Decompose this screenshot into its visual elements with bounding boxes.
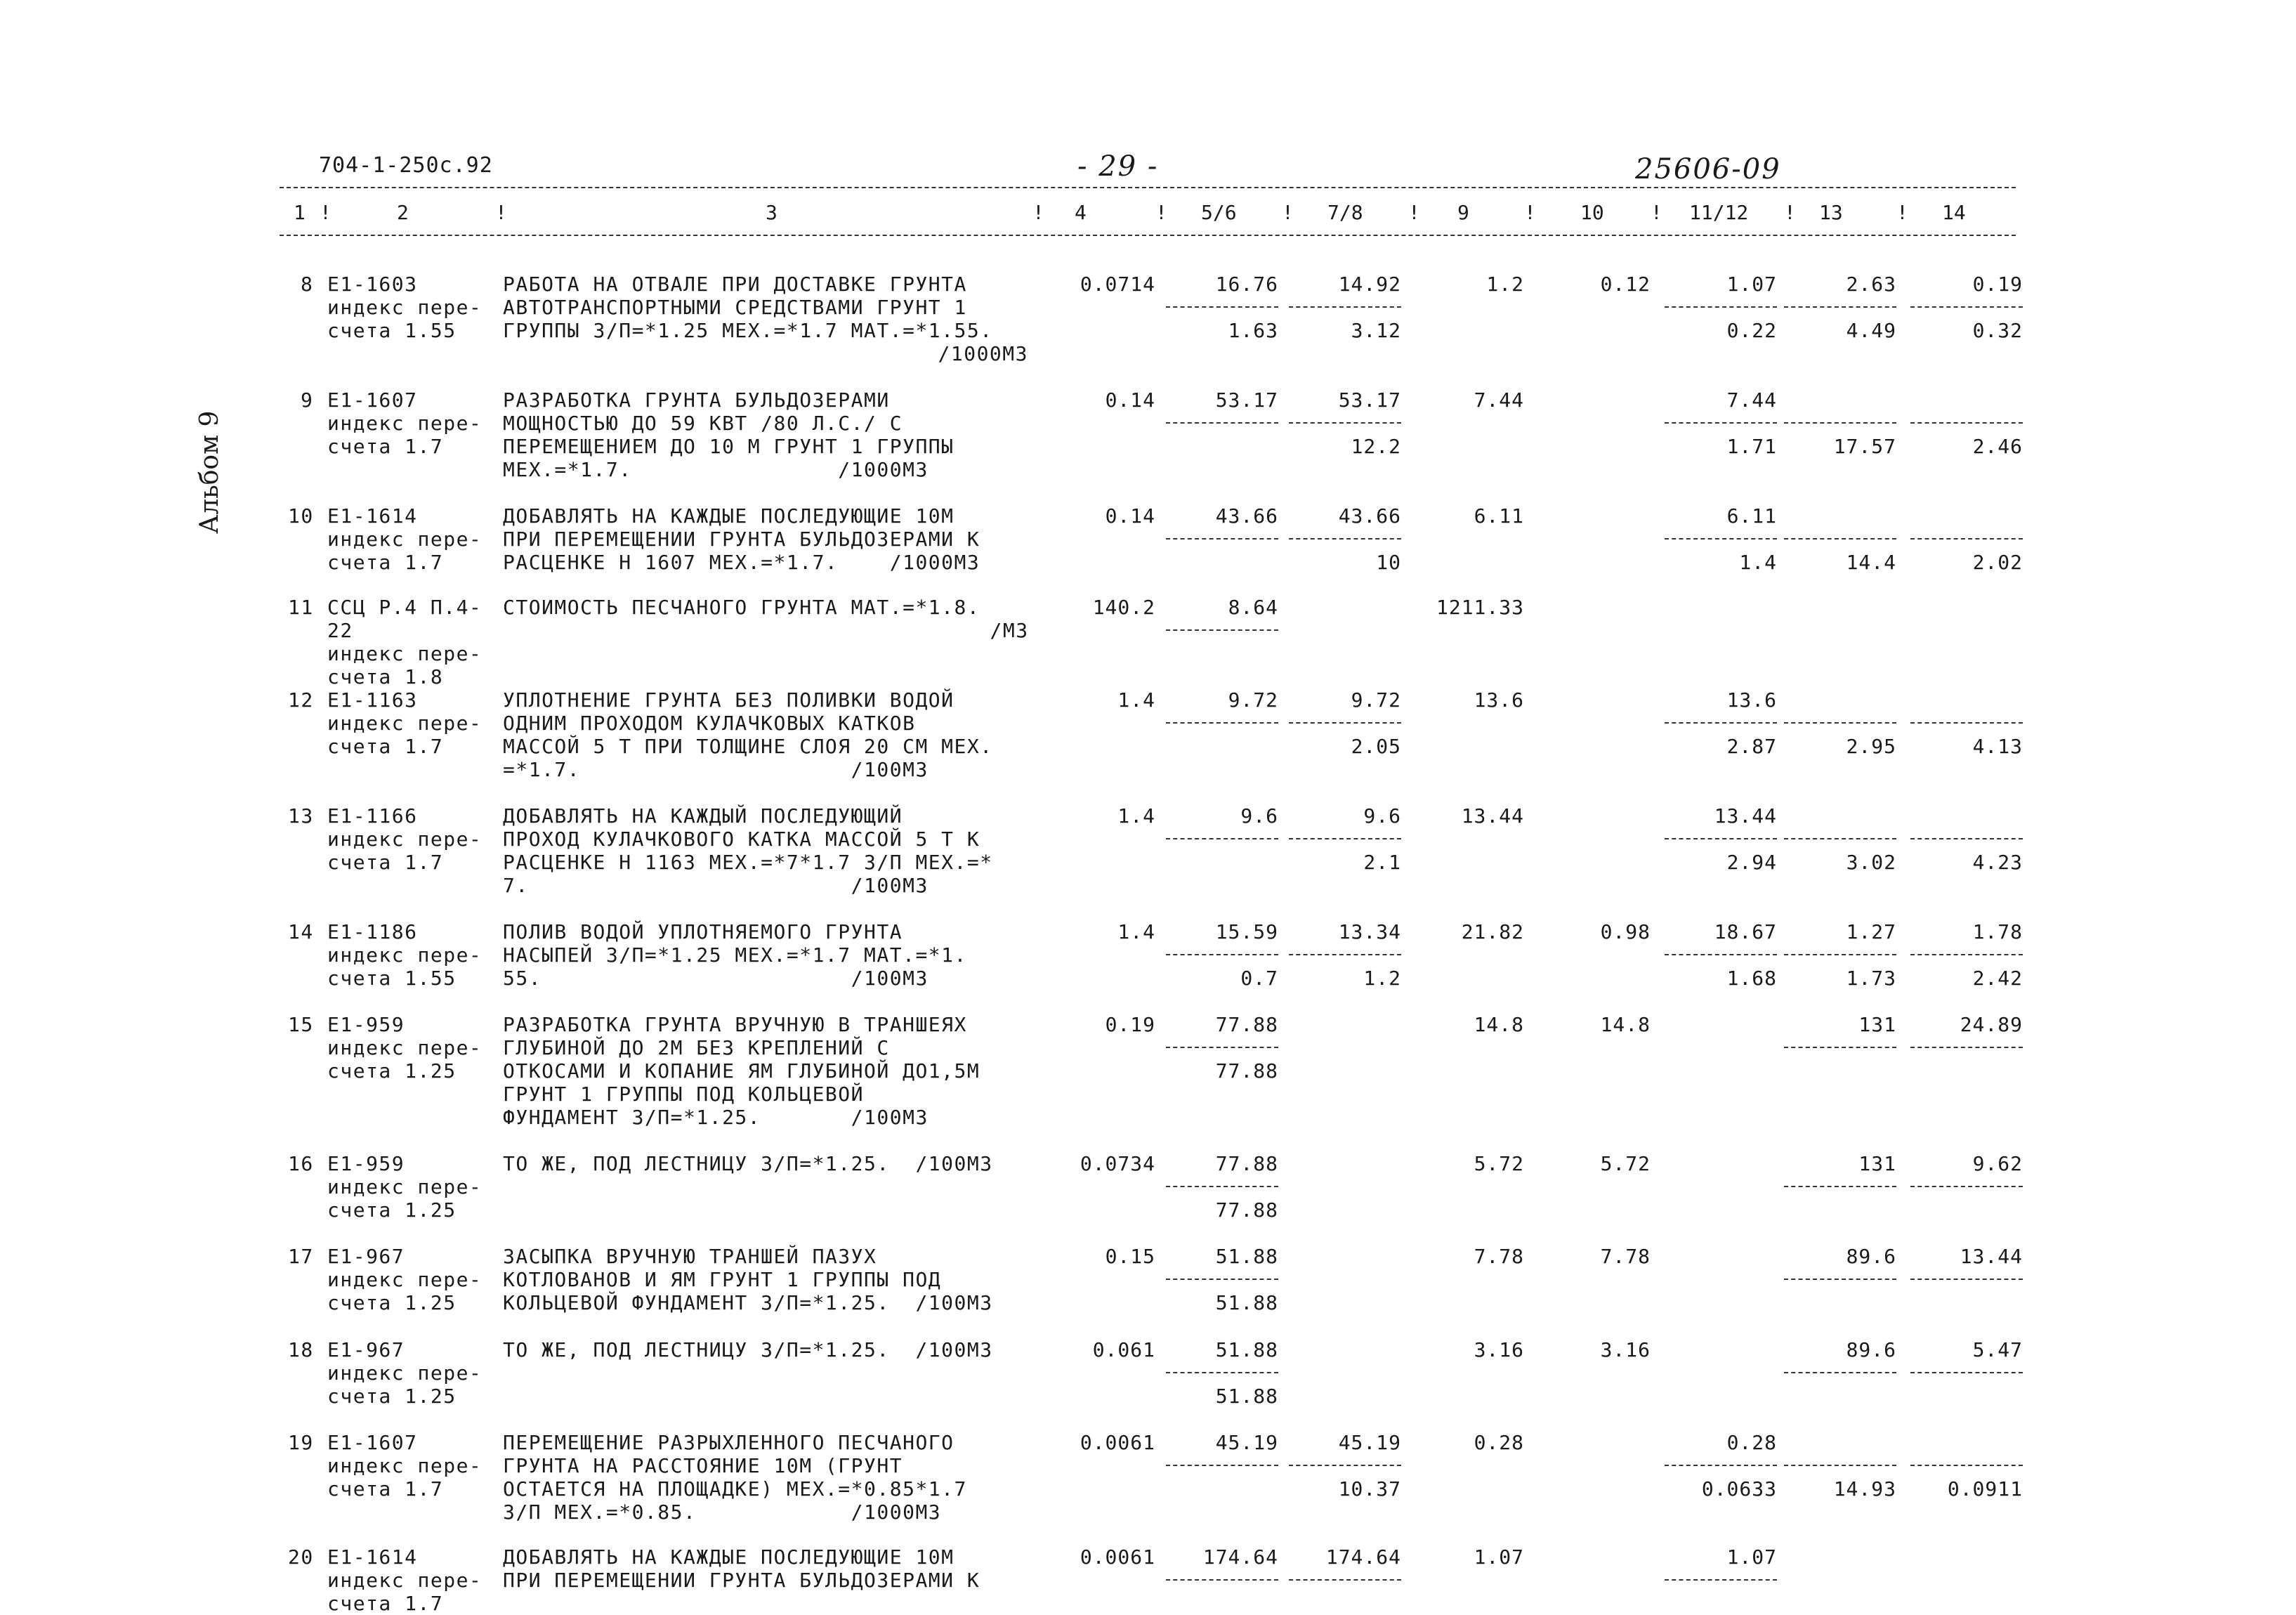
row-number: 20 <box>288 1545 314 1569</box>
value-c14-bottom: 4.13 <box>1972 735 2023 758</box>
row-number: 19 <box>288 1431 314 1454</box>
fraction-divider <box>1784 538 1896 540</box>
description-line: ТО ЖЕ, ПОД ЛЕСТНИЦУ З/П=*1.25. /100М3 <box>503 1338 993 1361</box>
fraction-divider <box>1784 722 1896 724</box>
fraction-divider <box>1665 1465 1777 1466</box>
index-note: индекс пере- <box>327 1268 483 1291</box>
column-header-9: 11/12 <box>1689 201 1749 224</box>
fraction-divider <box>1910 1465 2023 1466</box>
description-line: ПРОХОД КУЛАЧКОВОГО КАТКА МАССОЙ 5 Т К <box>503 828 980 851</box>
row-number: 18 <box>288 1338 314 1361</box>
value-c56-top: 15.59 <box>1215 920 1278 943</box>
rate-code: Е1-967 <box>327 1245 405 1268</box>
fraction-divider <box>1784 838 1896 839</box>
rate-code: Е1-1163 <box>327 688 418 712</box>
fraction-divider <box>1289 838 1401 839</box>
value-c13-bottom: 1.73 <box>1846 967 1896 990</box>
description-line: ПЕРЕМЕЩЕНИЕМ ДО 10 М ГРУНТ 1 ГРУППЫ <box>503 435 955 458</box>
value-c4: 1.4 <box>1117 804 1155 828</box>
column-separator: ! <box>1408 201 1420 224</box>
index-note: счета 1.55 <box>327 319 457 342</box>
rate-code: Е1-959 <box>327 1152 405 1175</box>
value-c4: 0.0734 <box>1080 1152 1155 1175</box>
index-note: счета 1.25 <box>327 1059 457 1083</box>
value-c56-top: 77.88 <box>1215 1152 1278 1175</box>
row-number: 14 <box>288 920 314 943</box>
value-c9: 3.16 <box>1474 1338 1524 1361</box>
value-c9: 13.6 <box>1474 688 1524 712</box>
value-c4: 0.061 <box>1092 1338 1155 1361</box>
doc-code: 704-1-250с.92 <box>319 153 493 178</box>
column-separator: ! <box>1032 201 1044 224</box>
fraction-divider <box>1910 538 2023 540</box>
description-line: ОСТАЕТСЯ НА ПЛОЩАДКЕ) МЕХ.=*0.85*1.7 <box>503 1477 967 1500</box>
value-c56-top: 8.64 <box>1228 596 1278 619</box>
description-line: РАЗРАБОТКА ГРУНТА БУЛЬДОЗЕРАМИ <box>503 388 890 412</box>
column-header-10: 13 <box>1819 201 1843 224</box>
index-note: индекс пере- <box>327 412 483 435</box>
value-c9: 0.28 <box>1474 1431 1524 1454</box>
column-header-7: 9 <box>1457 201 1469 224</box>
value-c78-top: 174.64 <box>1325 1545 1401 1569</box>
value-c14-top: 9.62 <box>1972 1152 2023 1175</box>
value-c4: 1.4 <box>1117 920 1155 943</box>
value-c78-bottom: 10.37 <box>1338 1477 1401 1500</box>
index-note: индекс пере- <box>327 712 483 735</box>
description-line: 55. /100М3 <box>503 967 929 990</box>
value-c14-top: 13.44 <box>1960 1245 2023 1268</box>
value-c56-bottom: 0.7 <box>1240 967 1278 990</box>
fraction-divider <box>1665 954 1777 955</box>
value-c56-bottom: 51.88 <box>1215 1291 1278 1314</box>
value-c1112-bottom: 2.87 <box>1726 735 1777 758</box>
value-c78-bottom: 2.1 <box>1363 851 1401 874</box>
value-c78-top: 45.19 <box>1338 1431 1401 1454</box>
fraction-divider <box>1166 306 1278 308</box>
value-c10: 14.8 <box>1600 1013 1651 1036</box>
description-line: ГРУНТ 1 ГРУППЫ ПОД КОЛЬЦЕВОЙ <box>503 1083 865 1106</box>
value-c56-top: 43.66 <box>1215 504 1278 528</box>
value-c14-top: 24.89 <box>1960 1013 2023 1036</box>
value-c4: 0.0714 <box>1080 273 1155 296</box>
value-c56-bottom: 1.63 <box>1228 319 1278 342</box>
description-line: ДОБАВЛЯТЬ НА КАЖДЫЕ ПОСЛЕДУЮЩИЕ 10М <box>503 1545 955 1569</box>
fraction-divider <box>1784 1465 1896 1466</box>
description-line: ДОБАВЛЯТЬ НА КАЖДЫЙ ПОСЛЕДУЮЩИЙ <box>503 804 903 828</box>
description-line: ГРУНТА НА РАССТОЯНИЕ 10М (ГРУНТ <box>503 1454 903 1477</box>
value-c1112-top: 18.67 <box>1714 920 1777 943</box>
value-c13-top: 1.27 <box>1846 920 1896 943</box>
column-header-4: 4 <box>1075 201 1087 224</box>
value-c14-bottom: 0.32 <box>1972 319 2023 342</box>
value-c4: 0.15 <box>1105 1245 1155 1268</box>
description-line: ПРИ ПЕРЕМЕЩЕНИИ ГРУНТА БУЛЬДОЗЕРАМИ К <box>503 1569 980 1592</box>
header-rule-top <box>280 187 2016 188</box>
column-separator: ! <box>495 201 507 224</box>
value-c1112-bottom: 1.4 <box>1739 551 1777 574</box>
description-line: УПЛОТНЕНИЕ ГРУНТА БЕЗ ПОЛИВКИ ВОДОЙ <box>503 688 955 712</box>
value-c13-bottom: 4.49 <box>1846 319 1896 342</box>
fraction-divider <box>1910 306 2023 308</box>
value-c1112-top: 1.07 <box>1726 273 1777 296</box>
value-c10: 0.12 <box>1600 273 1651 296</box>
value-c4: 0.19 <box>1105 1013 1155 1036</box>
description-line: /1000М3 <box>938 342 1029 365</box>
value-c56-top: 9.6 <box>1240 804 1278 828</box>
fraction-divider <box>1784 422 1896 424</box>
sheet-number: 25606-09 <box>1635 153 1781 185</box>
album-label: Альбом 9 <box>195 410 224 534</box>
value-c14-top: 5.47 <box>1972 1338 2023 1361</box>
value-c9: 1.07 <box>1474 1545 1524 1569</box>
row-number: 8 <box>301 273 314 296</box>
description-line: З/П МЕХ.=*0.85. /1000М3 <box>503 1500 942 1524</box>
value-c14-bottom: 2.42 <box>1972 967 2023 990</box>
rate-code: Е1-1186 <box>327 920 418 943</box>
value-c10: 0.98 <box>1600 920 1651 943</box>
column-header-2: 2 <box>397 201 409 224</box>
description-line: ФУНДАМЕНТ З/П=*1.25. /100М3 <box>503 1106 929 1129</box>
index-note: индекс пере- <box>327 1454 483 1477</box>
fraction-divider <box>1784 954 1896 955</box>
description-line: ГЛУБИНОЙ ДО 2М БЕЗ КРЕПЛЕНИЙ С <box>503 1036 890 1059</box>
value-c78-top: 13.34 <box>1338 920 1401 943</box>
row-number: 13 <box>288 804 314 828</box>
fraction-divider <box>1166 1279 1278 1280</box>
rate-code: Е1-959 <box>327 1013 405 1036</box>
value-c13-top: 131 <box>1858 1013 1896 1036</box>
index-note: индекс пере- <box>327 528 483 551</box>
value-c14-bottom: 4.23 <box>1972 851 2023 874</box>
rate-code: ССЦ Р.4 П.4- <box>327 596 483 619</box>
value-c14-bottom: 2.46 <box>1972 435 2023 458</box>
value-c4: 1.4 <box>1117 688 1155 712</box>
value-c78-top: 43.66 <box>1338 504 1401 528</box>
fraction-divider <box>1665 422 1777 424</box>
column-header-1: 1 <box>294 201 306 224</box>
index-note: индекс пере- <box>327 1569 483 1592</box>
description-line: ТО ЖЕ, ПОД ЛЕСТНИЦУ З/П=*1.25. /100М3 <box>503 1152 993 1175</box>
column-header-5: 5/6 <box>1201 201 1237 224</box>
value-c14-top: 1.78 <box>1972 920 2023 943</box>
value-c13-bottom: 2.95 <box>1846 735 1896 758</box>
rate-code: Е1-1166 <box>327 804 418 828</box>
index-note: счета 1.7 <box>327 735 444 758</box>
value-c78-bottom: 10 <box>1376 551 1401 574</box>
value-c1112-top: 1.07 <box>1726 1545 1777 1569</box>
value-c56-top: 51.88 <box>1215 1245 1278 1268</box>
fraction-divider <box>1784 1047 1896 1048</box>
description-line: МЕХ.=*1.7. /1000М3 <box>503 458 929 481</box>
header-rule-bottom <box>280 235 2016 236</box>
value-c1112-bottom: 1.71 <box>1726 435 1777 458</box>
index-note: индекс пере- <box>327 1036 483 1059</box>
index-note: 22 <box>327 619 353 642</box>
fraction-divider <box>1784 1279 1896 1280</box>
index-note: индекс пере- <box>327 1175 483 1198</box>
description-line: ПОЛИВ ВОДОЙ УПЛОТНЯЕМОГО ГРУНТА <box>503 920 903 943</box>
value-c78-bottom: 1.2 <box>1363 967 1401 990</box>
value-c56-top: 16.76 <box>1215 273 1278 296</box>
value-c9: 21.82 <box>1461 920 1524 943</box>
description-line: КОЛЬЦЕВОЙ ФУНДАМЕНТ З/П=*1.25. /100М3 <box>503 1291 993 1314</box>
index-note: счета 1.25 <box>327 1291 457 1314</box>
description-line: ДОБАВЛЯТЬ НА КАЖДЫЕ ПОСЛЕДУЮЩИЕ 10М <box>503 504 955 528</box>
fraction-divider <box>1166 1047 1278 1048</box>
fraction-divider <box>1289 422 1401 424</box>
rate-code: Е1-967 <box>327 1338 405 1361</box>
fraction-divider <box>1784 1372 1896 1373</box>
index-note: индекс пере- <box>327 296 483 319</box>
rate-code: Е1-1607 <box>327 1431 418 1454</box>
value-c9: 1.2 <box>1486 273 1524 296</box>
value-c13-bottom: 17.57 <box>1833 435 1896 458</box>
value-c56-top: 53.17 <box>1215 388 1278 412</box>
description-line: РАСЦЕНКЕ Н 1163 МЕХ.=*7*1.7 З/П МЕХ.=* <box>503 851 993 874</box>
fraction-divider <box>1665 306 1777 308</box>
value-c10: 7.78 <box>1600 1245 1651 1268</box>
value-c13-top: 89.6 <box>1846 1338 1896 1361</box>
row-number: 15 <box>288 1013 314 1036</box>
value-c78-bottom: 12.2 <box>1351 435 1401 458</box>
fraction-divider <box>1289 538 1401 540</box>
value-c9: 13.44 <box>1461 804 1524 828</box>
description-line: АВТОТРАНСПОРТНЫМИ СРЕДСТВАМИ ГРУНТ 1 <box>503 296 967 319</box>
value-c1112-top: 13.6 <box>1726 688 1777 712</box>
row-number: 17 <box>288 1245 314 1268</box>
description-line: ОДНИМ ПРОХОДОМ КУЛАЧКОВЫХ КАТКОВ <box>503 712 916 735</box>
value-c78-bottom: 2.05 <box>1351 735 1401 758</box>
fraction-divider <box>1289 722 1401 724</box>
description-line: РАБОТА НА ОТВАЛЕ ПРИ ДОСТАВКЕ ГРУНТА <box>503 273 967 296</box>
value-c10: 3.16 <box>1600 1338 1651 1361</box>
fraction-divider <box>1665 538 1777 540</box>
value-c78-top: 14.92 <box>1338 273 1401 296</box>
value-c1112-bottom: 0.22 <box>1726 319 1777 342</box>
value-c14-bottom: 0.0911 <box>1947 1477 2023 1500</box>
fraction-divider <box>1910 954 2023 955</box>
index-note: счета 1.7 <box>327 1592 444 1615</box>
description-line: ЗАСЫПКА ВРУЧНУЮ ТРАНШЕЙ ПАЗУХ <box>503 1245 877 1268</box>
fraction-divider <box>1166 422 1278 424</box>
description-line: КОТЛОВАНОВ И ЯМ ГРУНТ 1 ГРУППЫ ПОД <box>503 1268 942 1291</box>
index-note: счета 1.25 <box>327 1385 457 1408</box>
description-line: РАСЦЕНКЕ Н 1607 МЕХ.=*1.7. /1000М3 <box>503 551 980 574</box>
index-note: счета 1.7 <box>327 1477 444 1500</box>
value-c4: 0.14 <box>1105 388 1155 412</box>
description-line: НАСЫПЕЙ З/П=*1.25 МЕХ.=*1.7 МАТ.=*1. <box>503 943 967 967</box>
value-c13-bottom: 14.4 <box>1846 551 1896 574</box>
fraction-divider <box>1166 722 1278 724</box>
value-c13-top: 2.63 <box>1846 273 1896 296</box>
column-separator: ! <box>1155 201 1167 224</box>
fraction-divider <box>1166 538 1278 540</box>
column-separator: ! <box>1651 201 1662 224</box>
value-c4: 140.2 <box>1092 596 1155 619</box>
value-c9: 6.11 <box>1474 504 1524 528</box>
value-c56-top: 174.64 <box>1202 1545 1278 1569</box>
value-c13-bottom: 3.02 <box>1846 851 1896 874</box>
column-header-6: 7/8 <box>1327 201 1363 224</box>
index-note: счета 1.8 <box>327 665 444 688</box>
index-note: индекс пере- <box>327 642 483 665</box>
fraction-divider <box>1665 1579 1777 1581</box>
column-separator: ! <box>1896 201 1908 224</box>
column-separator: ! <box>1524 201 1536 224</box>
description-line: ГРУППЫ З/П=*1.25 МЕХ.=*1.7 МАТ.=*1.55. <box>503 319 993 342</box>
value-c56-bottom: 77.88 <box>1215 1059 1278 1083</box>
description-line: 7. /100М3 <box>503 874 929 897</box>
value-c1112-bottom: 0.0633 <box>1701 1477 1777 1500</box>
index-note: счета 1.7 <box>327 435 444 458</box>
fraction-divider <box>1784 1186 1896 1187</box>
fraction-divider <box>1910 422 2023 424</box>
value-c9: 5.72 <box>1474 1152 1524 1175</box>
description-line: /М3 <box>990 619 1029 642</box>
column-separator: ! <box>1282 201 1294 224</box>
index-note: счета 1.25 <box>327 1198 457 1222</box>
fraction-divider <box>1910 1047 2023 1048</box>
value-c56-top: 9.72 <box>1228 688 1278 712</box>
rate-code: Е1-1614 <box>327 1545 418 1569</box>
index-note: счета 1.55 <box>327 967 457 990</box>
value-c1112-top: 6.11 <box>1726 504 1777 528</box>
value-c1112-bottom: 1.68 <box>1726 967 1777 990</box>
value-c56-top: 51.88 <box>1215 1338 1278 1361</box>
index-note: индекс пере- <box>327 943 483 967</box>
column-separator: ! <box>1784 201 1796 224</box>
description-line: МОЩНОСТЬЮ ДО 59 КВТ /80 Л.С./ С <box>503 412 903 435</box>
value-c78-top: 9.72 <box>1351 688 1401 712</box>
description-line: СТОИМОСТЬ ПЕСЧАНОГО ГРУНТА МАТ.=*1.8. <box>503 596 980 619</box>
column-header-3: 3 <box>766 201 778 224</box>
fraction-divider <box>1910 722 2023 724</box>
row-number: 10 <box>288 504 314 528</box>
value-c4: 0.0061 <box>1080 1431 1155 1454</box>
index-note: индекс пере- <box>327 1361 483 1385</box>
column-header-11: 14 <box>1942 201 1966 224</box>
column-separator: ! <box>320 201 332 224</box>
rate-code: Е1-1603 <box>327 273 418 296</box>
value-c56-top: 77.88 <box>1215 1013 1278 1036</box>
fraction-divider <box>1910 838 2023 839</box>
fraction-divider <box>1289 954 1401 955</box>
fraction-divider <box>1784 306 1896 308</box>
description-line: РАЗРАБОТКА ГРУНТА ВРУЧНУЮ В ТРАНШЕЯХ <box>503 1013 967 1036</box>
row-number: 12 <box>288 688 314 712</box>
index-note: счета 1.7 <box>327 851 444 874</box>
fraction-divider <box>1166 1465 1278 1466</box>
index-note: счета 1.7 <box>327 551 444 574</box>
value-c9: 1211.33 <box>1436 596 1524 619</box>
value-c1112-top: 13.44 <box>1714 804 1777 828</box>
description-line: МАССОЙ 5 Т ПРИ ТОЛЩИНЕ СЛОЯ 20 СМ МЕХ. <box>503 735 993 758</box>
fraction-divider <box>1166 954 1278 955</box>
fraction-divider <box>1289 1579 1401 1581</box>
fraction-divider <box>1665 838 1777 839</box>
value-c9: 7.78 <box>1474 1245 1524 1268</box>
value-c14-top: 0.19 <box>1972 273 2023 296</box>
description-line: ОТКОСАМИ И КОПАНИЕ ЯМ ГЛУБИНОЙ ДО1,5М <box>503 1059 980 1083</box>
fraction-divider <box>1910 1279 2023 1280</box>
description-line: =*1.7. /100М3 <box>503 758 929 781</box>
fraction-divider <box>1289 1465 1401 1466</box>
value-c9: 14.8 <box>1474 1013 1524 1036</box>
value-c1112-top: 7.44 <box>1726 388 1777 412</box>
value-c4: 0.0061 <box>1080 1545 1155 1569</box>
row-number: 16 <box>288 1152 314 1175</box>
value-c10: 5.72 <box>1600 1152 1651 1175</box>
row-number: 9 <box>301 388 314 412</box>
value-c56-top: 45.19 <box>1215 1431 1278 1454</box>
value-c14-bottom: 2.02 <box>1972 551 2023 574</box>
fraction-divider <box>1166 629 1278 631</box>
page-number: - 29 - <box>1077 150 1159 183</box>
value-c78-bottom: 3.12 <box>1351 319 1401 342</box>
value-c13-top: 89.6 <box>1846 1245 1896 1268</box>
value-c56-bottom: 77.88 <box>1215 1198 1278 1222</box>
fraction-divider <box>1166 1579 1278 1581</box>
fraction-divider <box>1910 1186 2023 1187</box>
row-number: 11 <box>288 596 314 619</box>
value-c56-bottom: 51.88 <box>1215 1385 1278 1408</box>
description-line: ПЕРЕМЕЩЕНИЕ РАЗРЫХЛЕННОГО ПЕСЧАНОГО <box>503 1431 955 1454</box>
value-c1112-top: 0.28 <box>1726 1431 1777 1454</box>
fraction-divider <box>1289 306 1401 308</box>
fraction-divider <box>1665 722 1777 724</box>
fraction-divider <box>1166 838 1278 839</box>
rate-code: Е1-1607 <box>327 388 418 412</box>
rate-code: Е1-1614 <box>327 504 418 528</box>
value-c13-bottom: 14.93 <box>1833 1477 1896 1500</box>
value-c1112-bottom: 2.94 <box>1726 851 1777 874</box>
fraction-divider <box>1910 1372 2023 1373</box>
fraction-divider <box>1166 1372 1278 1373</box>
fraction-divider <box>1166 1186 1278 1187</box>
value-c9: 7.44 <box>1474 388 1524 412</box>
value-c78-top: 9.6 <box>1363 804 1401 828</box>
description-line: ПРИ ПЕРЕМЕЩЕНИИ ГРУНТА БУЛЬДОЗЕРАМИ К <box>503 528 980 551</box>
value-c4: 0.14 <box>1105 504 1155 528</box>
column-header-8: 10 <box>1580 201 1604 224</box>
index-note: индекс пере- <box>327 828 483 851</box>
value-c78-top: 53.17 <box>1338 388 1401 412</box>
value-c13-top: 131 <box>1858 1152 1896 1175</box>
